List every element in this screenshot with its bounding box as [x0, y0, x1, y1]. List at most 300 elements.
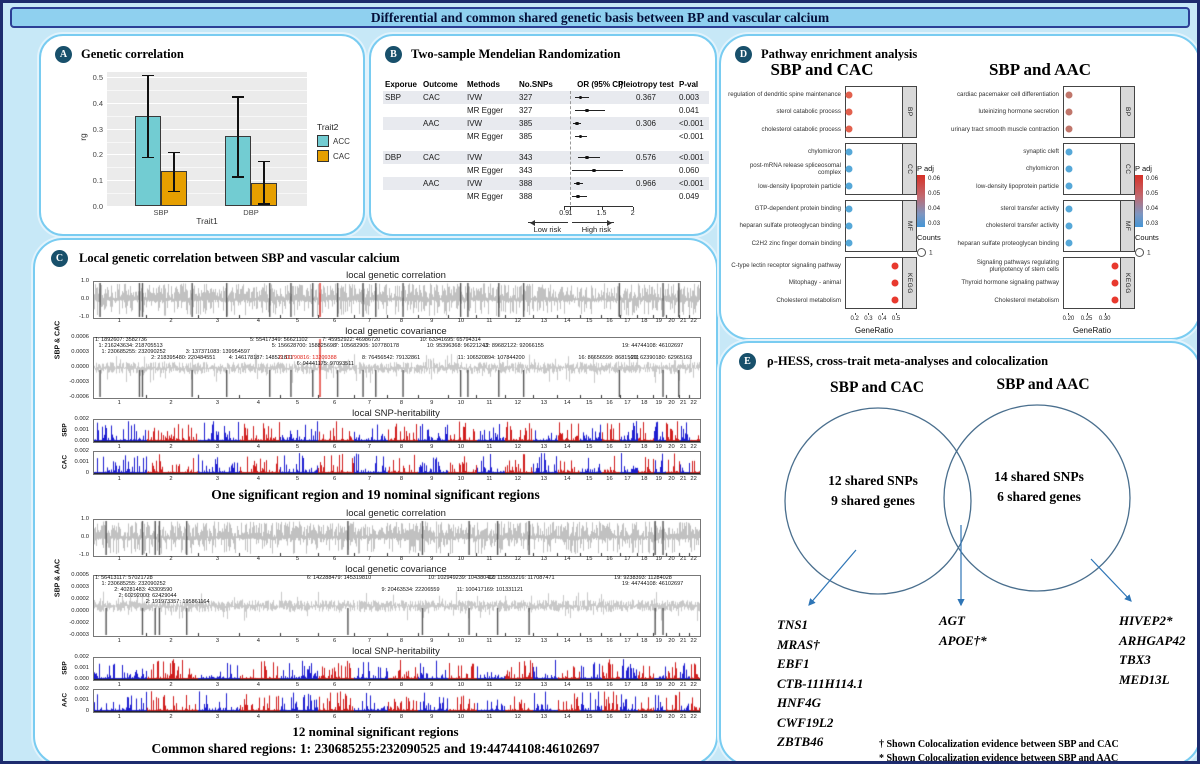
padj-tick: 0.05 [1146, 190, 1159, 197]
forest-or-dot [579, 135, 583, 139]
chromosome-label: 20 [668, 476, 675, 482]
mr-cell: IVW [467, 179, 483, 188]
caption-sbp-aac: 12 nominal significant regions [292, 724, 459, 739]
venn-title-right: SBP and AAC [996, 376, 1090, 393]
chromosome-label: 14 [564, 400, 571, 406]
mr-cell: 388 [519, 192, 533, 201]
mr-header-cell: Pleiotropy test [618, 80, 674, 89]
venn-right-genes: 6 shared genes [997, 489, 1081, 505]
mr-cell: CAC [423, 93, 440, 102]
forest-ci-line [575, 110, 605, 111]
error-bar [173, 152, 174, 191]
chromosome-label: 17 [624, 638, 631, 644]
chromosome-label: 15 [586, 556, 593, 562]
panel-d-badge: D [735, 46, 752, 63]
forest-axis-label: 1.5 [596, 210, 607, 217]
chromosome-label: 1 [117, 476, 121, 482]
pathway-term-label: cardiac pacemaker cell differentiation [956, 91, 1059, 99]
forest-or-dot [575, 122, 579, 126]
chromosome-label: 15 [586, 444, 593, 450]
trait-pair-label: SBP & CAC [54, 320, 62, 360]
x-tick-label: SBP [153, 208, 169, 217]
mr-pleiotropy: 0.306 [635, 119, 657, 128]
legend-item [317, 150, 350, 162]
y-tick-label: 0.0 [92, 202, 103, 211]
dotplot-axis [1063, 314, 1121, 325]
cov-title: local genetic covariance [345, 564, 447, 575]
padj-legend [917, 175, 957, 227]
gene-item: MED13L [1119, 671, 1170, 687]
chromosome-label: 15 [586, 682, 593, 688]
venn-count-right [949, 467, 1129, 508]
dotplot-sbp-cac [727, 86, 917, 335]
panel-b-mendelian-randomization [369, 34, 717, 236]
axis-tick-label: 0.25 [1080, 316, 1093, 322]
mr-pleiotropy: 0.367 [635, 93, 657, 102]
panel-c-badge: C [51, 250, 68, 267]
region-annotation: 1: 230685255: 232090252 [101, 581, 166, 587]
chromosome-label: 10 [457, 476, 465, 482]
facet-strip-label: BP [906, 107, 913, 117]
venn-title-left: SBP and CAC [830, 379, 924, 396]
chromosome-label: 12 [514, 444, 521, 450]
y-tick-label: 0.2 [92, 150, 103, 160]
venn-right-snps: 14 shared SNPs [994, 469, 1084, 484]
m-y-tick: 0.0000 [71, 364, 89, 370]
chromosome-label: 2 [169, 400, 173, 406]
region-annotation: 1: 216243634: 218705513 [98, 343, 163, 349]
mr-cell: 385 [519, 132, 533, 141]
facet-strip [1121, 200, 1135, 252]
m-y-tick: 0.002 [74, 686, 89, 692]
chromosome-label: 22 [690, 444, 697, 450]
gene-ratio-dot [892, 263, 899, 270]
mr-cell: MR Egger [467, 106, 504, 115]
facet-strip [1121, 257, 1135, 309]
panel-d-pathway-enrichment [719, 34, 1200, 340]
facet-strip [903, 86, 917, 138]
pathway-term-label: cholesterol transfer activity [985, 222, 1059, 230]
padj-legend [1135, 175, 1175, 227]
chromosome-label: 16 [606, 400, 613, 406]
chromosome-label: 15 [586, 476, 593, 482]
dotplot-legend-1 [917, 164, 957, 262]
facet-strip-label: KEGG [1124, 272, 1131, 294]
gene-ratio-dot [1111, 280, 1118, 287]
panel-e-heading: ρ-HESS, cross-trait meta-analyses and colocalization [767, 354, 1049, 368]
herit-title: local SNP-heritability [352, 408, 440, 419]
gridline [107, 103, 307, 104]
mr-cell: 385 [519, 119, 533, 128]
facet-plot-box [1063, 257, 1121, 309]
gene-ratio-dot [845, 166, 852, 173]
chromosome-label: 11 [486, 318, 493, 324]
chromosome-label: 13 [540, 318, 548, 324]
chromosome-label: 9 [430, 682, 434, 688]
axis-tick-label: 0.5 [891, 316, 901, 322]
mr-row [383, 91, 709, 104]
chromosome-label: 8 [399, 638, 404, 644]
facet-strip-label: MF [1124, 220, 1131, 232]
chromosome-label: 4 [256, 638, 261, 644]
chromosome-label: 17 [624, 444, 631, 450]
mr-cell: DBP [385, 153, 402, 162]
error-cap [232, 176, 244, 177]
mr-row [383, 104, 709, 117]
region-annotation: 1: 56413117: 57021728 [95, 575, 153, 581]
axis-tick-label: 0.2 [850, 316, 859, 322]
facet-term-labels [945, 86, 1063, 138]
chromosome-label: 6 [332, 444, 337, 450]
dotplot-facet-bp [727, 86, 917, 138]
chromosome-label: 11 [486, 444, 493, 450]
chromosome-label: 10 [457, 444, 465, 450]
error-bar [147, 75, 148, 157]
chromosome-label: 19 [655, 682, 662, 688]
chromosome-label: 5 [295, 714, 300, 720]
gene-ratio-dot [1066, 166, 1073, 173]
chromosome-label: 18 [641, 638, 648, 644]
facet-term-labels [727, 200, 845, 252]
chromosome-label: 4 [256, 682, 261, 688]
chromosome-label: 19 [655, 556, 662, 562]
region-annotation: 3: 137371083: 139954597 [185, 349, 250, 355]
m-y-tick: -0.0002 [69, 620, 89, 626]
chromosome-label: 21 [679, 444, 687, 450]
chromosome-label: 9 [430, 318, 434, 324]
chromosome-label: 18 [641, 400, 648, 406]
m-y-tick: 0.0006 [71, 334, 89, 340]
chromosome-label: 10 [457, 318, 465, 324]
error-cap [232, 96, 244, 97]
pathway-term-label: low-density lipoprotein particle [758, 182, 841, 190]
chromosome-label: 19 [655, 476, 662, 482]
axis-tick-label: 0.20 [1062, 316, 1075, 322]
region-annotation: 2: 191973357: 195861164 [145, 599, 210, 605]
herit-plot-1 [93, 657, 701, 681]
pathway-term-label: chylomicron [1025, 165, 1059, 173]
gene-ratio-dot [1066, 149, 1073, 156]
legend-item [317, 135, 350, 147]
chromosome-label: 10 [457, 682, 465, 688]
chromosome-label: 19 [655, 444, 662, 450]
chromosome-label: 2 [169, 318, 173, 324]
region-annotation: 1: 230685255: 232090252 [101, 349, 166, 355]
trait-label-1: SBP [61, 423, 69, 437]
region-annotation: 20: 62390180: 62965163 [631, 355, 693, 361]
gene-ratio-dot [1066, 223, 1073, 230]
legend-label: CAC [333, 151, 350, 161]
forest-or-dot [576, 195, 580, 199]
facet-plot-box [845, 257, 903, 309]
gene-ratio-dot [1066, 206, 1073, 213]
chromosome-label: 6 [332, 638, 337, 644]
region-annotation: 12: 89682122: 92066155 [482, 343, 544, 349]
m-y-tick: 0.000 [74, 676, 89, 682]
m-y-tick: 0.0005 [71, 572, 89, 578]
y-tick-label: 0.5 [92, 73, 103, 83]
pathway-term-label: luteinizing hormone secretion [978, 108, 1059, 116]
counts-label: 1 [1147, 249, 1151, 257]
region-annotation: 7: 105682905: 107780178 [334, 343, 400, 349]
facet-strip [1121, 86, 1135, 138]
chromosome-label: 20 [668, 318, 675, 324]
chromosome-label: 10 [457, 714, 465, 720]
chromosome-label: 15 [586, 318, 593, 324]
padj-legend-title: P adj [917, 164, 934, 173]
chromosome-label: 5 [295, 400, 300, 406]
gene-ratio-dot [1066, 182, 1073, 189]
venn-left-genes: 9 shared genes [831, 493, 915, 509]
region-annotation: 6: 94441175: 97093511 [296, 361, 354, 367]
panel-e-badge: E [739, 353, 756, 370]
legend-label: ACC [333, 136, 350, 146]
chromosome-label: 7 [367, 400, 371, 406]
region-annotation: 11: 100417169: 101331121 [456, 587, 524, 593]
region-annotation: 4: 146178187: 148521871 [228, 355, 293, 361]
mr-cell: CAC [423, 153, 440, 162]
chromosome-label: 12 [514, 556, 521, 562]
m-y-tick: 0.0000 [71, 608, 89, 614]
chromosome-label: 11 [486, 638, 493, 644]
chromosome-label: 18 [641, 682, 648, 688]
mr-header-cell: Methods [467, 80, 500, 89]
chromosome-label: 11 [486, 556, 493, 562]
gene-ratio-dot [1111, 296, 1118, 303]
error-cap [258, 161, 270, 162]
dotplot-facet-bp [945, 86, 1135, 138]
region-annotation: 1: 1892607: 3582736 [95, 337, 147, 343]
chromosome-label: 20 [668, 556, 675, 562]
x-axis-label: Trait1 [196, 216, 218, 226]
chromosome-label: 13 [540, 476, 548, 482]
chromosome-label: 18 [641, 556, 648, 562]
m-y-tick: 0.0003 [71, 584, 89, 590]
herit-plot-2 [93, 451, 701, 475]
dotplot-facet-mf [945, 200, 1135, 252]
facet-term-labels [727, 143, 845, 195]
facet-term-labels [945, 257, 1063, 309]
chromosome-label: 11 [486, 400, 493, 406]
venn-count-left [783, 471, 963, 512]
mr-row [383, 164, 709, 177]
chromosome-label: 7 [367, 556, 371, 562]
m-y-tick: 0.001 [74, 459, 89, 465]
chromosome-label: 17 [624, 556, 631, 562]
chromosome-label: 18 [641, 444, 648, 450]
chromosome-label: 22 [690, 714, 697, 720]
dotplot-facet-cc [727, 143, 917, 195]
m-y-tick: 0.0 [80, 296, 89, 302]
counts-label: 1 [929, 249, 933, 257]
mr-cell: 388 [519, 179, 533, 188]
chromosome-label: 3 [215, 682, 220, 688]
manhattan-block-sbp-aac [45, 508, 706, 721]
m-y-tick: -0.0003 [69, 632, 89, 638]
pathway-term-label: Cholesterol metabolism [776, 296, 841, 304]
mr-spacer-row [383, 143, 709, 151]
chromosome-label: 21 [679, 318, 687, 324]
region-annotation: 2: 60292000: 62429044 [118, 593, 177, 599]
axis-tick [1068, 313, 1069, 315]
chromosome-label: 3 [215, 476, 220, 482]
m-y-tick: 1.0 [80, 516, 89, 522]
facet-term-labels [727, 86, 845, 138]
mr-pleiotropy: 0.966 [635, 179, 657, 188]
mr-header-row [383, 78, 709, 91]
trait-pair-label: SBP & AAC [54, 558, 62, 598]
dotplot-facet-kegg [945, 257, 1135, 309]
corr-plot [93, 281, 701, 319]
gene-item: HIVEP2* [1119, 613, 1173, 628]
padj-tick: 0.03 [928, 220, 941, 227]
chromosome-label: 6 [332, 556, 337, 562]
facet-strip-label: MF [906, 220, 913, 232]
dotplot-sbp-aac [945, 86, 1135, 335]
chromosome-label: 8 [399, 476, 404, 482]
m-y-tick: 0.0003 [71, 349, 89, 355]
pathway-term-label: synaptic cleft [1023, 148, 1059, 156]
mr-cell: IVW [467, 119, 483, 128]
m-y-tick: -0.0006 [69, 394, 89, 400]
region-annotation: 19: 44744108: 46102697 [622, 343, 684, 349]
chromosome-label: 3 [215, 714, 220, 720]
chromosome-label: 13 [540, 556, 548, 562]
trait-label-2: CAC [61, 454, 69, 470]
chromosome-label: 17 [624, 476, 631, 482]
padj-tick-labels [1146, 175, 1158, 227]
counts-legend-title: Counts [917, 233, 941, 242]
chromosome-label: 4 [256, 444, 261, 450]
gene-list-cac-only [777, 615, 863, 752]
mr-cell: IVW [467, 153, 483, 162]
chromosome-label: 21 [679, 476, 687, 482]
forest-or-dot [585, 109, 589, 113]
axis-tick-label: 0.3 [864, 316, 873, 322]
facet-strip [903, 257, 917, 309]
chromosome-label: 14 [564, 476, 571, 482]
corr-plot [93, 519, 701, 557]
common-shared-regions: Common shared regions: 1: 230685255:232090525 and 19:44744108:46102697 [151, 741, 600, 756]
mr-cell: 327 [519, 106, 533, 115]
axis-tick [855, 313, 856, 315]
chromosome-label: 4 [256, 476, 261, 482]
pathway-term-label: Cholesterol metabolism [994, 296, 1059, 304]
gene-ratio-dot [845, 92, 852, 99]
gene-item: ARHGAP42 [1119, 632, 1186, 648]
forest-axis-label: 2 [630, 210, 635, 217]
mr-header-cell: Exporue [385, 80, 418, 89]
error-bar [263, 161, 264, 204]
chromosome-label: 19 [655, 400, 662, 406]
mr-row [383, 151, 709, 164]
facet-plot-box [1063, 86, 1121, 138]
chromosome-label: 12 [514, 400, 521, 406]
gene-ratio-dot [1066, 239, 1073, 246]
pathway-term-label: C2H2 zinc finger domain binding [751, 239, 841, 247]
chromosome-label: 12 [514, 318, 521, 324]
padj-tick: 0.06 [928, 175, 941, 182]
axis-tick [882, 313, 883, 315]
gene-list-shared [939, 611, 987, 650]
chromosome-label: 16 [606, 476, 613, 482]
chromosome-label: 14 [564, 556, 571, 562]
pathway-term-label: sterol catabolic process [776, 108, 841, 116]
chromosome-label: 17 [624, 714, 631, 720]
arrow-left-genes [809, 550, 856, 605]
m-y-tick: 0 [85, 708, 89, 714]
gene-ratio-dot [1111, 263, 1118, 270]
chromosome-label: 20 [668, 400, 675, 406]
low-risk-arrow [528, 222, 568, 223]
chromosome-label: 19 [655, 714, 662, 720]
m-y-tick: 0.002 [74, 448, 89, 454]
facet-strip-label: KEGG [906, 272, 913, 294]
chromosome-label: 2 [169, 556, 173, 562]
chromosome-label: 4 [256, 556, 261, 562]
chromosome-label: 7 [367, 444, 371, 450]
chromosome-label: 20 [668, 444, 675, 450]
region-annotation: 11: 106520894: 107844200 [457, 355, 525, 361]
gene-item: AGT [939, 613, 965, 628]
chromosome-label: 12 [514, 714, 521, 720]
chromosome-label: 6 [332, 714, 337, 720]
generatio-label: GeneRatio [1072, 326, 1112, 335]
herit-plot-2 [93, 689, 701, 713]
m-y-tick: 0.001 [74, 665, 89, 671]
herit-plot-1 [93, 419, 701, 443]
gene-ratio-dot [1066, 92, 1073, 99]
forest-axis-label: 0.9 [559, 210, 569, 217]
dotplot-title-sbp-aac: SBP and AAC [988, 60, 1092, 79]
pathway-term-label: chylomicron [807, 148, 841, 156]
region-annotation: 10: 102949239: 104380410 [428, 575, 496, 581]
chromosome-label: 17 [624, 318, 631, 324]
panel-c-heading: Local genetic correlation between SBP and vascular calcium [79, 251, 400, 265]
panel-a-heading: Genetic correlation [81, 47, 184, 61]
chromosome-label: 7 [367, 682, 371, 688]
mr-header-cell: Outcome [423, 80, 458, 89]
gene-ratio-dot [845, 239, 852, 246]
legend [317, 122, 350, 165]
chromosome-label: 1 [117, 556, 121, 562]
legend-items [317, 135, 350, 162]
chromosome-label: 10 [457, 638, 465, 644]
gridline [107, 77, 307, 78]
chromosome-label: 6 [332, 682, 337, 688]
gridline [107, 206, 307, 207]
axis-tick [868, 313, 869, 315]
region-annotation: 19: 9238393: 11284028 [614, 575, 672, 581]
gene-item: HNF4G [777, 695, 822, 710]
cov-title: local genetic covariance [345, 326, 447, 337]
chromosome-label: 18 [641, 714, 648, 720]
forest-axis [564, 206, 633, 207]
dotplot-title-sbp-cac: SBP and CAC [770, 60, 874, 79]
mr-pval: <0.001 [679, 179, 704, 188]
chromosome-label: 14 [564, 682, 571, 688]
mr-cell: 343 [519, 166, 533, 175]
chromosome-label: 22 [690, 638, 697, 644]
m-y-tick: -1.0 [79, 552, 89, 558]
facet-term-labels [727, 257, 845, 309]
dotplot-facet-cc [945, 143, 1135, 195]
chromosome-label: 14 [564, 714, 571, 720]
gene-item: APOE†* [939, 632, 987, 648]
pathway-term-label: low-density lipoprotein particle [976, 182, 1059, 190]
facet-strip [903, 143, 917, 195]
m-y-tick: 0.001 [74, 697, 89, 703]
